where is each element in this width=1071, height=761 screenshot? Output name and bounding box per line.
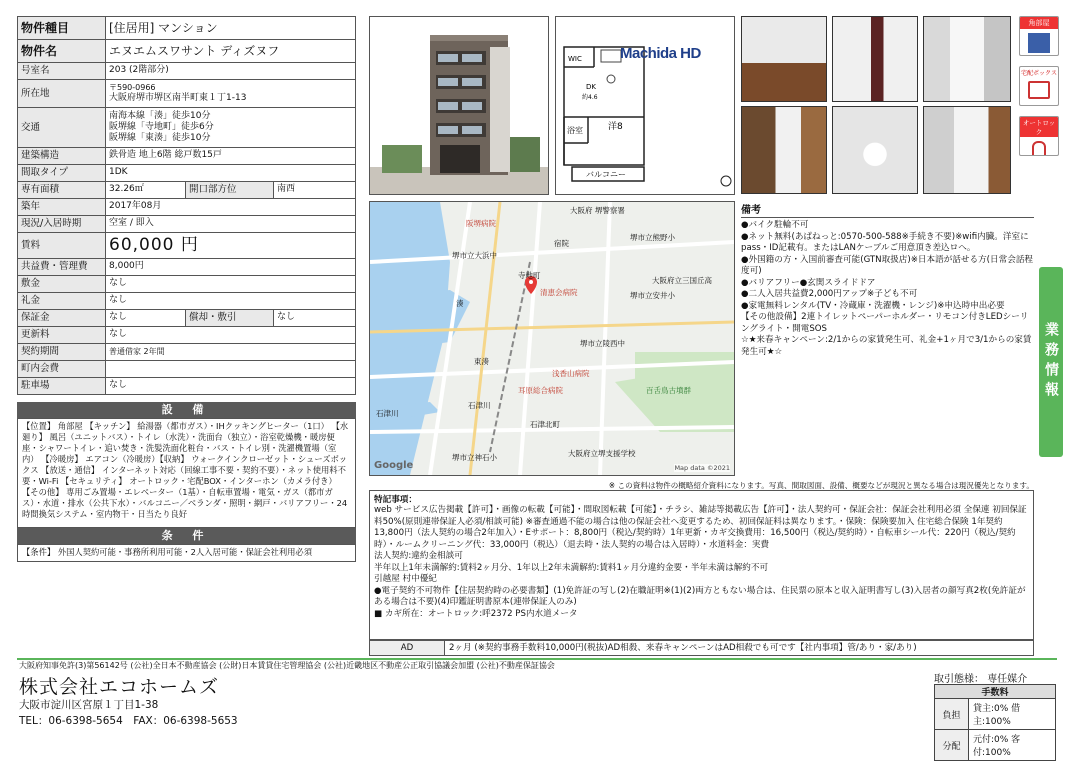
label-built: 築年: [18, 199, 106, 216]
access-line: 阪堺線「寺地町」徒歩6分: [109, 121, 214, 132]
value-contract: 普通借家 2年間: [106, 344, 356, 361]
label-name: 物件名: [18, 40, 106, 63]
label-deposit: 敷金: [18, 276, 106, 293]
floorplan-balcony: バルコニー: [586, 170, 626, 179]
remarks-title: 備考: [741, 201, 1034, 218]
floorplan-dk: DK: [586, 83, 596, 91]
value-layout: 1DK: [106, 165, 356, 182]
fee-label: 分配: [935, 730, 969, 761]
special-notes-line: 法人契約:違約金相談可: [374, 551, 463, 562]
value-fee: 8,000円: [106, 259, 356, 276]
map-label: 寺地町: [518, 271, 541, 280]
value-amortization: なし: [274, 310, 356, 327]
footer-license: 大阪府知事免許(3)第56142号 (公社)全日本不動産協会 (公財)日本賃貸住宅管理協会 (公社)近畿地区不動産公正取引協議会加盟 (公社)不動産保証協会: [19, 661, 555, 670]
auto-lock-icon: [1019, 116, 1059, 156]
value-renewal: なし: [106, 327, 356, 344]
ad-value: 2ヶ月 (※契約事務手数料10,000円(税抜)AD相殺、来春キャンペーンはAD相殺でも可です【社内事項】管/あり・家/あり): [449, 643, 917, 653]
disclaimer: ※ この資料は物件の概略紹介資料になります。写真、間取図面、設備、概要などが現況と異なる場合は現況優先となります。: [608, 481, 1034, 490]
value-guarantee: なし: [106, 310, 186, 327]
label-contract: 契約期間: [18, 344, 106, 361]
map-label: 石津川: [376, 409, 399, 418]
transaction-mode-value: 専任媒介: [987, 674, 1028, 685]
label-status: 現況/入居時期: [18, 216, 106, 233]
interior-photo-5: [832, 106, 918, 194]
map-label: 堺市立神石小: [452, 453, 497, 462]
map-label: 東湊: [474, 357, 489, 366]
label-renewal: 更新料: [18, 327, 106, 344]
map[interactable]: [369, 201, 735, 476]
map-label: 耳原総合病院: [518, 386, 563, 395]
map-label: 石津北町: [530, 420, 560, 429]
transaction-mode: [934, 670, 1027, 685]
auto-lock-label: オートロック: [1020, 117, 1058, 137]
fee-table: [934, 684, 1056, 761]
fee-value: 貸主:0% 借主:100%: [969, 699, 1056, 730]
label-address: 所在地: [18, 80, 106, 108]
value-community-fee: [106, 361, 356, 378]
value-key-money: なし: [106, 293, 356, 310]
remarks-item: ●ネット無料(あぱねっと:0570-500-588※手続き不要)※wifi内臓。洋室にpass・ID記載有。またはLANケーブルご用意頂き差込ロへ。: [741, 231, 1029, 254]
remarks-box: [741, 201, 1034, 476]
business-info-tab[interactable]: 業務情報: [1039, 267, 1063, 457]
map-label: 大阪府 堺警察署: [570, 206, 625, 215]
value-access: [106, 108, 356, 148]
interior-photo-4: [741, 106, 827, 194]
value-type: [住居用] マンション: [106, 17, 356, 40]
access-line: 阪堺線「東湊」徒歩10分: [109, 133, 211, 144]
address-text: 大阪府堺市堺区南半町東１丁1-13: [109, 92, 247, 103]
map-label: 堺市立大浜中: [452, 251, 497, 260]
label-guarantee: 保証金: [18, 310, 106, 327]
remarks-item: ●バイク駐輪不可: [741, 220, 809, 230]
floorplan-wic: WIC: [568, 55, 582, 63]
postal-code: 〒590-0966: [109, 82, 156, 92]
label-community-fee: 町内会費: [18, 361, 106, 378]
label-parking: 駐車場: [18, 378, 106, 395]
footer-company: 株式会社エコホームズ: [19, 676, 220, 698]
label-room: 号室名: [18, 63, 106, 80]
value-address: [106, 80, 356, 108]
special-notes-line: 引越屋 村中優紀: [374, 574, 437, 585]
label-rent: 賃料: [18, 233, 106, 259]
access-line: 南海本線「湊」徒歩10分: [109, 110, 211, 121]
facilities-text: 【位置】 角部屋 【キッチン】 給湯器（都市ガス）・IHクッキングヒーター（1口） 【水廻り】 風呂（ユニットバス）・トイレ（水洗）・洗面台（独立）・浴室乾燥機・暖房便座・シャワートイレ・追い焚き・洗髪洗面化粧台・バス・トイレ別・洗濯機置場（室内） 【冷暖房】 エアコン（冷暖房）【収納】 ウォークインクローゼット・シューズボックス 【放送・通信】 インターネット対応（回線工事不要・契約不要）・ネット使用料不要・Wi-Fi 【セキュリティ】 オートロック・宅配BOX・インターホン（カメラ付き） 【その他】 専用ごみ置場・エレベーター（1基）・自転車置場・電気・ガス（都市ガス）・水道・排水（公共下水）・バルコニー／ベランダ・照明・網戸・バリアフリー・24時間換気システム・室内物干・日当たり良好: [17, 418, 356, 528]
remarks-item: ●二人入居共益費2,000円アップ※子ども不可: [741, 289, 918, 300]
label-access: 交通: [18, 108, 106, 148]
map-label: 堺市立熊野小: [630, 233, 675, 242]
corner-room-label: 角部屋: [1020, 17, 1058, 29]
value-name: エヌエムスワサント ディズヌフ: [106, 40, 356, 63]
ad-row: [369, 640, 1034, 656]
corner-room-icon: [1019, 16, 1059, 56]
remarks-item: 【その他設備】2連トイレットペーパーホルダー・リモコン付きLEDシーリングライト・開電SOS: [741, 312, 1029, 334]
value-structure: 鉄骨造 地上6階 総戸数15戸: [106, 148, 356, 165]
fee-label: 負担: [935, 699, 969, 730]
map-label: 浅香山病院: [552, 369, 590, 378]
map-label: 石津川: [468, 401, 491, 410]
footer-address: 大阪市淀川区宮原１丁目1-38: [19, 699, 159, 711]
floorplan-dk-size: 約4.6: [582, 94, 598, 101]
floorplan-frame: [555, 16, 735, 195]
facilities-header: 設 備: [17, 402, 356, 418]
floorplan-diagram: [556, 17, 734, 194]
value-area: 32.26㎡: [106, 182, 186, 199]
special-notes-title: 特記事項：: [374, 495, 417, 505]
map-label: 大阪府立三国丘高: [652, 276, 712, 285]
map-label: 百舌鳥古墳群: [646, 386, 691, 395]
map-label: 清恵会病院: [540, 288, 578, 297]
delivery-box-icon: [1019, 66, 1059, 106]
special-notes-line: ●電子契約不可物件【住居契約時の必要書類】(1)免許証の写し(2)在職証明※(1)(2)両方ともない場合は、住民票の原本と収入証明書写し(3)入居者の顔写真2枚(免許証がある場合は不要)(4)印鑑証明書原本(連帯保証人のみ): [374, 585, 1026, 608]
value-parking: なし: [106, 378, 356, 395]
map-label: 宿院: [554, 239, 569, 248]
map-label: 堺市立安井小: [630, 291, 675, 300]
property-table: [17, 16, 356, 395]
label-type: 物件種目: [18, 17, 106, 40]
remarks-item: ●外国籍の方・入国前審査可能(GTN取扱店)※日本語が話せる方(日常会話程度可): [741, 254, 1034, 277]
value-built: 2017年08月: [106, 199, 356, 216]
floorplan-western: 洋8: [608, 122, 623, 132]
remarks-item: ☆★来春キャンペーン:2/1からの家賃発生可、礼金+1ヶ月で3/1からの家賃発生可★☆: [741, 335, 1032, 357]
label-structure: 建築構造: [18, 148, 106, 165]
conditions-text: 【条件】 外国人契約可能・事務所利用可能・2人入居可能・保証会社利用必須: [17, 544, 356, 562]
remarks-item: ●家電無料レンタル(TV・冷蔵庫・洗濯機・レンジ)※申込時申出必要: [741, 300, 1005, 311]
label-area: 専有面積: [18, 182, 106, 199]
footer-contact: TEL：06-6398-5654 FAX：06-6398-5653: [19, 715, 238, 727]
special-notes-line: ■ カギ所在：オートロック:呼2372 PS内水道メータ: [374, 608, 578, 619]
label-direction: 開口部方位: [186, 182, 274, 199]
special-notes-box: [369, 490, 1034, 640]
label-amortization: 償却・敷引: [186, 310, 274, 327]
map-label: 大阪府立堺支援学校: [568, 449, 636, 458]
special-notes-line: web サービス広告掲載【許可】・画像の転載【可能】・間取図転載【可能】・チラシ、雑誌等掲載広告【許可】・法人契約可・保証会社：保証会社利用必須 全保連 初回保証料50%(原則連帯保証人必須/相談可能) ※審査通過不能の場合は他の保証会社へ変更するため、初回保証料は異なります。・保険：保険要加入 住宅総合保険 1年契約 13,800円（法人契約の場合2年加入）・Eサポート：8,800円（税込/契約時）1年更新・カギ交換費用：16,500円（税込/契約時）・自転車シール代：220円（税込/契約時）・ルームクリーニング代：33,000円（税込）（退去時・法人契約の場合は入居時）・水道料金：実費: [374, 505, 1027, 550]
value-status: 空室 / 即入: [106, 216, 356, 233]
fee-value: 元付:0% 客付:100%: [969, 730, 1056, 761]
map-canvas: [370, 202, 734, 475]
map-label: 阪堺病院: [466, 219, 496, 228]
interior-photo-6: [923, 106, 1011, 194]
value-room: 203 (2階部分): [106, 63, 356, 80]
special-notes-line: 半年以上1年未満解約:賃料2ヶ月分、1年以上2年未満解約:賃料1ヶ月分違約金要・半年未満は解約不可: [374, 562, 769, 573]
ad-label: AD: [370, 641, 445, 655]
google-logo: Google: [374, 460, 414, 471]
transaction-mode-label: 取引態様：: [934, 674, 984, 685]
interior-photo-2: [832, 16, 918, 102]
value-direction: 南西: [274, 182, 356, 199]
fee-title: 手数料: [935, 685, 1056, 699]
building-photo: [370, 17, 548, 194]
interior-photo-3: [923, 16, 1011, 102]
interior-photo-1: [741, 16, 827, 102]
floorplan-bath: 浴室: [567, 126, 583, 135]
map-label: 堺市立陵西中: [580, 339, 625, 348]
label-layout: 間取タイプ: [18, 165, 106, 182]
delivery-box-label: 宅配ボックス: [1021, 70, 1057, 77]
label-key-money: 礼金: [18, 293, 106, 310]
remarks-item: ●バリアフリー●玄関スライドドア: [741, 277, 876, 288]
building-photo-frame: [369, 16, 549, 195]
machida-logo: Machida HD: [620, 45, 701, 62]
value-deposit: なし: [106, 276, 356, 293]
map-label: 湊: [456, 299, 464, 308]
map-attribution: Map data ©2021: [674, 464, 730, 472]
value-rent: 60,000 円: [106, 233, 356, 259]
conditions-header: 条 件: [17, 528, 356, 544]
label-fee: 共益費・管理費: [18, 259, 106, 276]
